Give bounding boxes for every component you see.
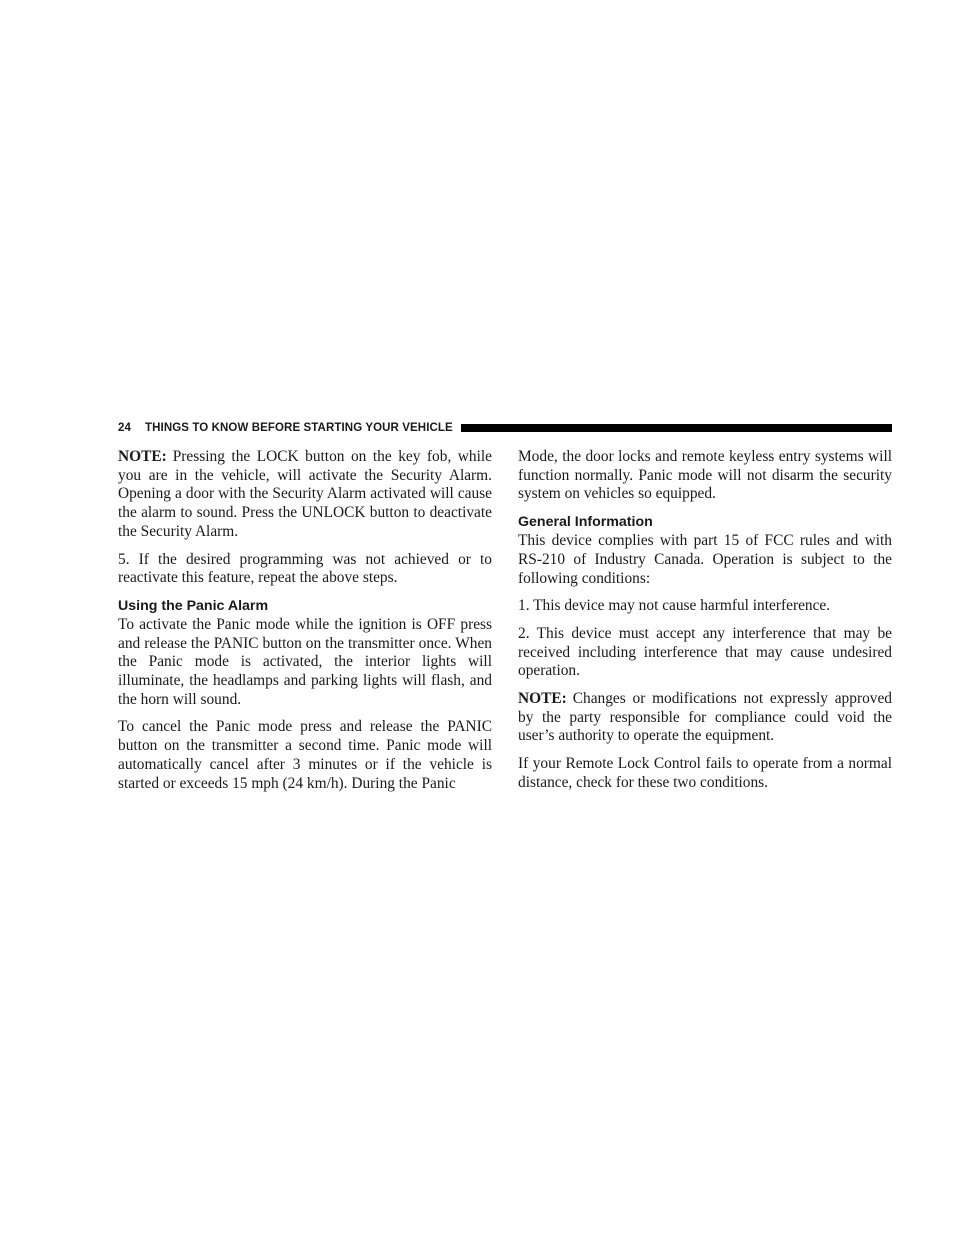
left-column	[118, 448, 492, 802]
note-paragraph	[118, 448, 492, 542]
general-information-heading: General Information	[518, 514, 653, 531]
page-header	[118, 419, 892, 437]
condition-1: 1. This device may not cause harmful interference.	[518, 597, 831, 615]
fcc-compliance-paragraph: This device complies with part 15 of FCC rules and with RS-210 of Industry Canada. Operation is subject to the following conditions:	[518, 532, 892, 587]
note-text: Pressing the LOCK button on the key fob, while you are in the vehicle, will activate the Security Alarm. Opening a door with the Security Alarm activated will cause the alarm to sound. Press the UNLOCK button to deactivate the Security Alarm.	[118, 448, 492, 540]
panic-alarm-heading: Using the Panic Alarm	[118, 597, 269, 614]
condition-2: 2. This device must accept any interference that may be received including interference that may cause undesired operation.	[518, 624, 892, 680]
panic-cancel-continued: Mode, the door locks and remote keyless entry systems will function normally. Panic mode will not disarm the security system on vehicles so equipped.	[518, 448, 892, 503]
header-rule	[461, 424, 892, 432]
panic-activate-paragraph: To activate the Panic mode while the ignition is OFF press and release the PANIC button on the transmitter once. When the Panic mode is activated, the interior lights will illuminate, the headlamps and parking lights will flash, and the horn will sound.	[118, 615, 492, 708]
note-2-paragraph	[518, 690, 892, 746]
step-5-paragraph: 5. If the desired programming was not achieved or to reactivate this feature, repeat the above steps.	[118, 550, 492, 587]
section-title: THINGS TO KNOW BEFORE STARTING YOUR VEHICLE	[145, 422, 453, 434]
right-column	[518, 448, 892, 802]
note-text: Changes or modifications not expressly approved by the party responsible for compliance could void the user’s authority to operate the equipment.	[518, 690, 892, 745]
note-label: NOTE:	[518, 690, 567, 708]
panic-cancel-paragraph: To cancel the Panic mode press and release the PANIC button on the transmitter a second time. Panic mode will automatically cancel after 3 minutes or if the vehicle is started or exceeds 15 mph (24 km/h). During the Panic	[118, 718, 492, 792]
remote-lock-paragraph: If your Remote Lock Control fails to operate from a normal distance, check for these two conditions.	[518, 755, 892, 791]
note-label: NOTE:	[118, 448, 167, 465]
page-number: 24	[118, 422, 131, 434]
